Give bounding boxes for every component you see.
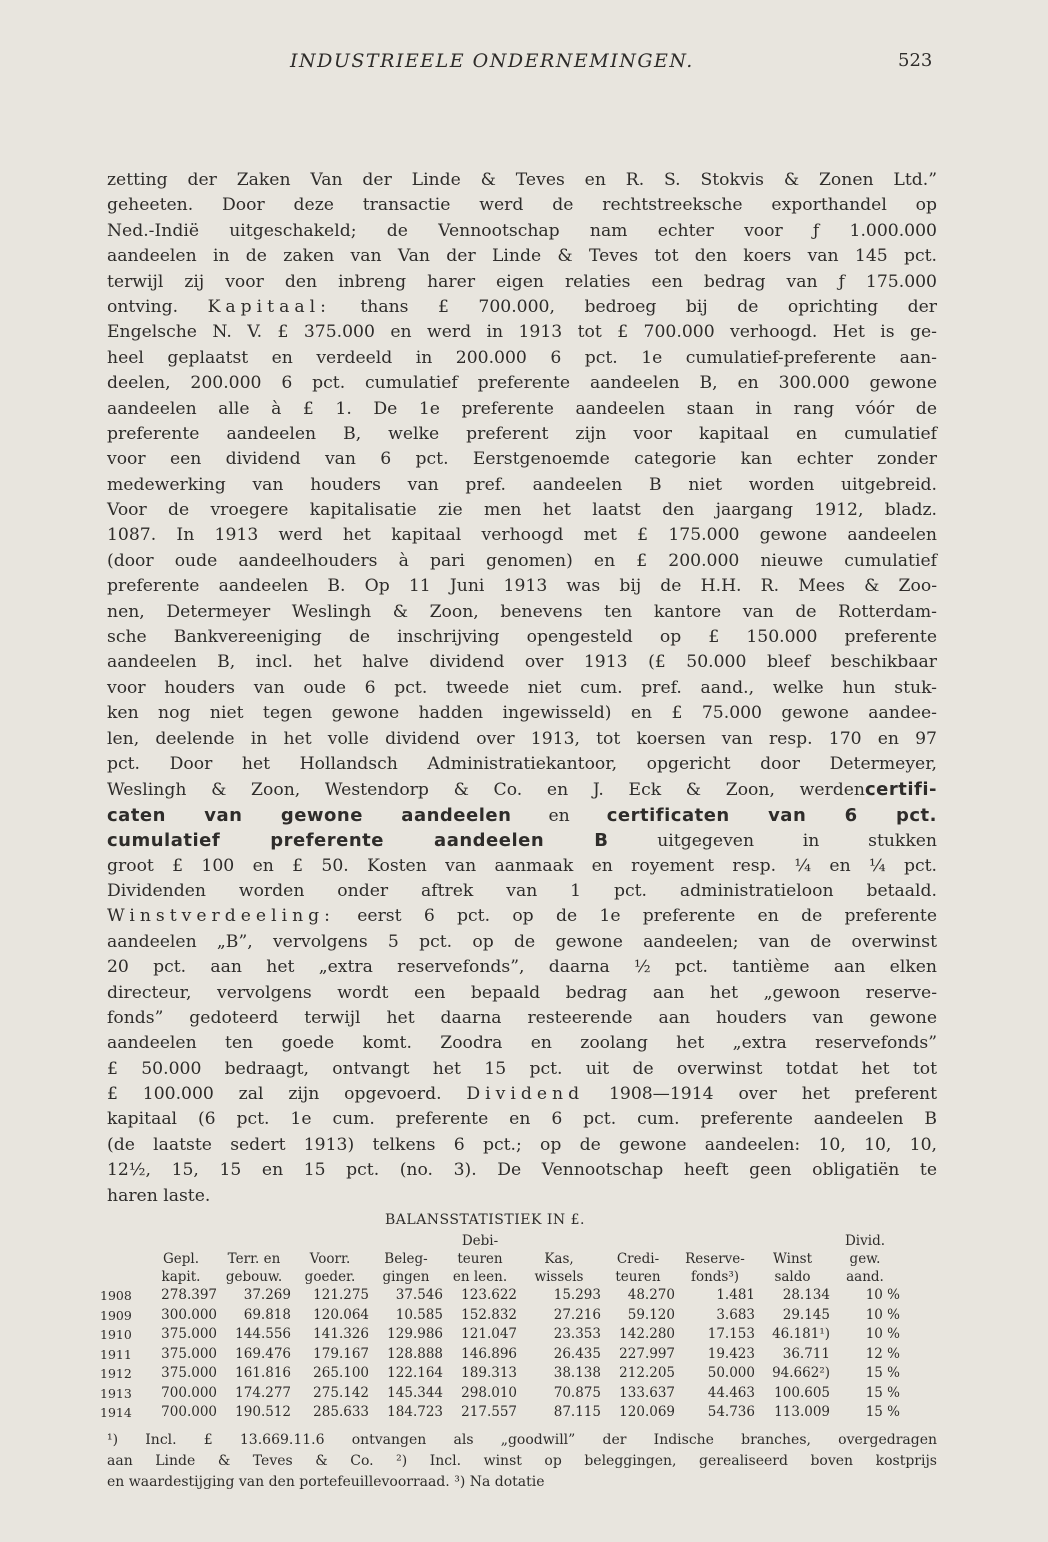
value-cell: 123.622 bbox=[461, 1287, 517, 1303]
text-segment: haren laste. bbox=[107, 1185, 211, 1206]
text-segment: Ned.-Indië uitgeschakeld; de Vennootschap nam echter voor ƒ 1.000.000 bbox=[107, 220, 937, 241]
bold-text: cumulatief preferente aandeelen B bbox=[107, 830, 609, 852]
text-segment: aandeelen alle à £ 1. De 1e preferente aandeelen staan in rang vóór de bbox=[107, 398, 937, 419]
column-header: gebouw. bbox=[225, 1269, 283, 1285]
text-segment: Dividenden worden onder aftrek van 1 pct. administratieloon betaald. bbox=[107, 880, 937, 901]
header-row bbox=[100, 1268, 900, 1286]
value-cell: 121.047 bbox=[461, 1326, 517, 1342]
value-cell: 227.997 bbox=[619, 1345, 675, 1362]
column-header: fonds³) bbox=[690, 1269, 740, 1285]
column-header bbox=[145, 1232, 217, 1250]
value-cell: 36.711 bbox=[782, 1345, 830, 1362]
value-cell: 15 % bbox=[865, 1384, 900, 1401]
footnote-line: en waardestijging van den portefeuillevoorraad. ³) Na dotatie bbox=[107, 1474, 545, 1490]
text-line bbox=[107, 219, 937, 244]
column-header: teuren bbox=[457, 1251, 503, 1267]
value-cell: 128.888 bbox=[387, 1345, 443, 1362]
text-line bbox=[107, 1082, 937, 1107]
column-header bbox=[369, 1232, 443, 1250]
value-cell: 10.585 bbox=[395, 1306, 443, 1323]
value-cell: 700.000 bbox=[161, 1404, 217, 1420]
value-cell: 38.138 bbox=[553, 1365, 601, 1381]
text-segment: aandeelen ten goede komt. Zoodra en zoolang het „extra reservefonds” bbox=[107, 1033, 937, 1054]
column-header bbox=[217, 1232, 291, 1250]
value-cell: 152.832 bbox=[461, 1306, 517, 1323]
table-row bbox=[100, 1345, 900, 1365]
text-segment: (door oude aandeelhouders à pari genomen) en £ 200.000 nieuwe cumulatief bbox=[107, 550, 937, 571]
column-header: en leen. bbox=[452, 1269, 508, 1285]
text-line bbox=[107, 397, 937, 422]
table-row bbox=[100, 1403, 900, 1423]
text-segment: preferente aandeelen B. Op 11 Juni 1913 was bij de H.H. R. Mees & Zoo- bbox=[107, 576, 937, 597]
column-header: Kas, bbox=[544, 1251, 574, 1267]
text-line bbox=[107, 193, 937, 218]
value-cell: 59.120 bbox=[627, 1306, 675, 1323]
value-cell: 1.481 bbox=[716, 1287, 755, 1303]
text-segment: voor een dividend van 6 pct. Eerstgenoemde categorie kan echter zonder bbox=[107, 449, 937, 470]
text-segment: Engelsche N. V. £ 375.000 en werd in 1913 tot £ 700.000 verhoogd. Het is ge- bbox=[107, 322, 937, 343]
value-cell: 28.134 bbox=[782, 1287, 830, 1303]
column-header bbox=[291, 1232, 369, 1250]
text-line bbox=[107, 676, 937, 701]
text-line bbox=[107, 1158, 937, 1183]
value-cell: 161.816 bbox=[235, 1365, 291, 1381]
header-row bbox=[100, 1232, 900, 1250]
value-cell: 212.205 bbox=[619, 1365, 675, 1381]
value-cell: 217.557 bbox=[461, 1404, 517, 1420]
text-segment: en bbox=[511, 805, 607, 826]
text-line bbox=[107, 244, 937, 269]
header-row bbox=[100, 1250, 900, 1268]
table-row bbox=[100, 1384, 900, 1404]
value-cell: 15 % bbox=[865, 1365, 900, 1381]
text-line bbox=[107, 320, 937, 345]
text-segment: aandeelen „B”, vervolgens 5 pct. op de gewone aandeelen; van de overwinst bbox=[107, 931, 937, 952]
value-cell: 275.142 bbox=[313, 1384, 369, 1401]
text-line bbox=[107, 854, 937, 879]
value-cell: 285.633 bbox=[313, 1404, 369, 1420]
table-row bbox=[100, 1325, 900, 1345]
spaced-heading-text: Kapitaal: bbox=[207, 296, 331, 317]
text-segment: 20 pct. aan het „extra reservefonds”, daarna ½ pct. tantième aan elken bbox=[107, 957, 937, 978]
column-header: Voorr. bbox=[309, 1251, 351, 1267]
year-cell: 1911 bbox=[100, 1346, 132, 1362]
value-cell: 29.145 bbox=[782, 1306, 830, 1323]
table-row bbox=[100, 1286, 900, 1306]
column-header: saldo bbox=[774, 1269, 811, 1285]
value-cell: 120.064 bbox=[313, 1306, 369, 1323]
text-line bbox=[107, 1006, 937, 1031]
year-cell: 1908 bbox=[100, 1288, 132, 1303]
text-line bbox=[107, 930, 937, 955]
value-cell: 44.463 bbox=[707, 1384, 755, 1401]
year-cell: 1913 bbox=[100, 1385, 132, 1401]
column-header: gingen bbox=[382, 1269, 430, 1285]
value-cell: 27.216 bbox=[553, 1306, 601, 1323]
value-cell: 700.000 bbox=[161, 1384, 217, 1401]
text-segment: £ 50.000 bedraagt, ontvangt het 15 pct. uit de overwinst totdat het tot bbox=[107, 1058, 937, 1079]
text-segment: 1908—1914 over het preferent bbox=[584, 1084, 937, 1105]
text-line bbox=[107, 498, 937, 523]
value-cell: 37.546 bbox=[395, 1287, 443, 1303]
text-segment: pct. Door het Hollandsch Administratiekantoor, opgericht door Determeyer, bbox=[107, 753, 937, 774]
text-line bbox=[107, 701, 937, 726]
spaced-heading-text: Dividend bbox=[466, 1084, 585, 1105]
value-cell: 142.280 bbox=[619, 1326, 675, 1342]
text-line bbox=[107, 346, 937, 371]
value-cell: 265.100 bbox=[313, 1365, 369, 1381]
text-line bbox=[107, 1057, 937, 1082]
text-line bbox=[107, 371, 937, 396]
text-segment: (de laatste sedert 1913) telkens 6 pct.; op de gewone aandeelen: 10, 10, 10, bbox=[107, 1134, 937, 1155]
column-header: Debi- bbox=[461, 1233, 499, 1249]
footnote-line: aan Linde & Teves & Co. ²) Incl. winst op beleggingen, gerealiseerd boven kostprijs bbox=[107, 1453, 937, 1469]
text-line bbox=[107, 473, 937, 498]
value-cell: 10 % bbox=[865, 1326, 900, 1342]
text-line bbox=[107, 650, 937, 675]
value-cell: 10 % bbox=[865, 1306, 900, 1323]
value-cell: 133.637 bbox=[619, 1384, 675, 1401]
value-cell: 184.723 bbox=[387, 1404, 443, 1420]
text-line bbox=[107, 727, 937, 752]
value-cell: 48.270 bbox=[627, 1287, 675, 1303]
text-segment: len, deelende in het volle dividend over 1913, tot koersen van resp. 170 en 97 bbox=[107, 728, 937, 749]
value-cell: 141.326 bbox=[313, 1326, 369, 1342]
text-segment: voor houders van oude 6 pct. tweede niet cum. pref. aand., welke hun stuk- bbox=[107, 677, 937, 698]
text-segment: directeur, vervolgens wordt een bepaald bedrag aan het „gewoon reserve- bbox=[107, 982, 937, 1003]
value-cell: 278.397 bbox=[161, 1287, 217, 1303]
value-cell: 179.167 bbox=[313, 1345, 369, 1362]
text-segment: preferente aandeelen B, welke preferent zijn voor kapitaal en cumulatief bbox=[107, 423, 937, 444]
text-line bbox=[107, 574, 937, 599]
footnote-line: ¹) Incl. £ 13.669.11.6 ontvangen als „goodwill” der Indische branches, overgedragen bbox=[107, 1432, 937, 1448]
value-cell: 100.605 bbox=[774, 1384, 830, 1401]
value-cell: 298.010 bbox=[461, 1384, 517, 1401]
value-cell: 10 % bbox=[865, 1287, 900, 1303]
text-line bbox=[107, 879, 937, 904]
text-line bbox=[107, 447, 937, 472]
value-cell: 94.662²) bbox=[772, 1365, 830, 1381]
text-segment: medewerking van houders van pref. aandeelen B niet worden uitgebreid. bbox=[107, 474, 937, 495]
text-segment: 1087. In 1913 werd het kapitaal verhoogd met £ 175.000 gewone aandeelen bbox=[107, 525, 937, 546]
value-cell: 54.736 bbox=[707, 1404, 755, 1420]
text-segment: eerst 6 pct. op de 1e preferente en de preferente bbox=[334, 906, 937, 927]
value-cell: 190.512 bbox=[235, 1404, 291, 1420]
text-line bbox=[107, 1184, 937, 1209]
text-line bbox=[107, 777, 937, 802]
spaced-heading-text: Winstverdeeling: bbox=[107, 906, 335, 927]
value-cell: 120.069 bbox=[619, 1404, 675, 1420]
value-cell: 69.818 bbox=[243, 1306, 291, 1323]
text-line bbox=[107, 168, 937, 193]
text-segment: ken nog niet tegen gewone hadden ingewisseld) en £ 75.000 gewone aandee- bbox=[107, 703, 937, 724]
text-line bbox=[107, 981, 937, 1006]
value-cell: 50.000 bbox=[707, 1365, 755, 1381]
table-row bbox=[100, 1306, 900, 1326]
bold-text: caten van gewone aandeelen bbox=[107, 804, 512, 826]
balance-statistics-table bbox=[100, 1232, 900, 1423]
value-cell: 144.556 bbox=[235, 1326, 291, 1342]
value-cell: 174.277 bbox=[235, 1384, 291, 1401]
text-line bbox=[107, 549, 937, 574]
value-cell: 375.000 bbox=[161, 1326, 217, 1342]
value-cell: 169.476 bbox=[235, 1345, 291, 1362]
text-segment: aandeelen B, incl. het halve dividend over 1913 (£ 50.000 bleef beschikbaar bbox=[107, 652, 937, 673]
text-line bbox=[107, 600, 937, 625]
column-header: wissels bbox=[534, 1269, 584, 1285]
text-segment: zetting der Zaken Van der Linde & Teves en R. S. Stokvis & Zonen Ltd.” bbox=[107, 170, 937, 190]
value-cell: 15.293 bbox=[553, 1287, 601, 1303]
value-cell: 17.153 bbox=[707, 1326, 755, 1342]
bold-text: certifi- bbox=[864, 779, 937, 801]
text-segment: 12½, 15, 15 en 15 pct. (no. 3). De Vennootschap heeft geen obligatiën te bbox=[107, 1160, 937, 1181]
text-segment: fonds” gedoteerd terwijl het daarna resteerende aan houders van gewone bbox=[107, 1007, 937, 1028]
column-header bbox=[517, 1232, 601, 1250]
text-line bbox=[107, 803, 937, 828]
text-segment: geheeten. Door deze transactie werd de rechtstreeksche exporthandel op bbox=[107, 195, 937, 216]
column-header bbox=[100, 1268, 145, 1286]
year-cell: 1909 bbox=[100, 1307, 132, 1323]
value-cell: 3.683 bbox=[716, 1306, 755, 1323]
text-line bbox=[107, 422, 937, 447]
value-cell: 15 % bbox=[865, 1404, 900, 1420]
text-segment: Voor de vroegere kapitalisatie zie men het laatst den jaargang 1912, bladz. bbox=[107, 500, 937, 521]
value-cell: 26.435 bbox=[553, 1345, 601, 1362]
value-cell: 37.269 bbox=[243, 1287, 291, 1303]
value-cell: 300.000 bbox=[161, 1306, 217, 1323]
column-header bbox=[601, 1232, 675, 1250]
table-row bbox=[100, 1364, 900, 1384]
value-cell: 145.344 bbox=[387, 1384, 443, 1401]
text-segment: Weslingh & Zoon, Westendorp & Co. en J. Eck & Zoon, werden bbox=[107, 780, 865, 801]
value-cell: 113.009 bbox=[774, 1404, 830, 1420]
text-line bbox=[107, 523, 937, 548]
column-header bbox=[755, 1232, 830, 1250]
value-cell: 46.181¹) bbox=[772, 1326, 830, 1342]
text-segment: nen, Determeyer Weslingh & Zoon, benevens ten kantore van de Rotterdam- bbox=[107, 601, 937, 622]
column-header bbox=[675, 1232, 755, 1250]
column-header: goeder. bbox=[304, 1269, 356, 1285]
value-cell: 70.875 bbox=[553, 1384, 601, 1401]
bold-text: certificaten van 6 pct. bbox=[606, 804, 937, 826]
column-header: Beleg- bbox=[384, 1251, 428, 1267]
running-title: INDUSTRIEELE ONDERNEMINGEN. bbox=[290, 50, 694, 72]
text-segment: terwijl zij voor den inbreng harer eigen relaties een bedrag van ƒ 175.000 bbox=[107, 271, 937, 292]
text-segment: deelen, 200.000 6 pct. cumulatief preferente aandeelen B, en 300.000 gewone bbox=[107, 373, 937, 394]
value-cell: 121.275 bbox=[313, 1287, 369, 1303]
value-cell: 129.986 bbox=[387, 1326, 443, 1342]
text-line bbox=[107, 828, 937, 853]
year-cell: 1910 bbox=[100, 1327, 132, 1342]
column-header: Gepl. bbox=[162, 1251, 200, 1267]
value-cell: 146.896 bbox=[461, 1345, 517, 1362]
value-cell: 19.423 bbox=[707, 1345, 755, 1362]
column-header: kapit. bbox=[161, 1269, 201, 1285]
text-line bbox=[107, 270, 937, 295]
text-segment: kapitaal (6 pct. 1e cum. preferente en 6 pct. cum. preferente aandeelen B bbox=[107, 1109, 937, 1130]
column-header: teuren bbox=[615, 1269, 661, 1285]
page-number: 523 bbox=[898, 50, 933, 71]
text-segment: groot £ 100 en £ 50. Kosten van aanmaak en royement resp. ¼ en ¼ pct. bbox=[107, 855, 937, 876]
text-segment: uitgegeven in stukken bbox=[608, 831, 937, 852]
column-header: gew. bbox=[849, 1251, 881, 1267]
column-header bbox=[100, 1232, 145, 1250]
text-line bbox=[107, 1107, 937, 1132]
text-line bbox=[107, 295, 937, 320]
value-cell: 122.164 bbox=[387, 1365, 443, 1381]
text-segment: heel geplaatst en verdeeld in 200.000 6 pct. 1e cumulatief-preferente aan- bbox=[107, 347, 937, 368]
column-header: aand. bbox=[846, 1269, 884, 1285]
text-line bbox=[107, 625, 937, 650]
year-cell: 1914 bbox=[100, 1405, 132, 1420]
column-header: Terr. en bbox=[227, 1251, 281, 1267]
text-segment: thans £ 700.000, bedroeg bij de oprichting der bbox=[330, 296, 937, 317]
text-line bbox=[107, 1031, 937, 1056]
value-cell: 23.353 bbox=[553, 1326, 601, 1342]
column-header: Credi- bbox=[616, 1251, 660, 1267]
value-cell: 375.000 bbox=[161, 1365, 217, 1381]
text-segment: aandeelen in de zaken van Van der Linde & Teves tot den koers van 145 pct. bbox=[107, 246, 937, 267]
value-cell: 375.000 bbox=[161, 1345, 217, 1362]
body-text bbox=[107, 168, 937, 1209]
column-header: Divid. bbox=[844, 1233, 886, 1249]
text-segment: sche Bankvereeniging de inschrijving opengesteld op £ 150.000 preferente bbox=[107, 627, 937, 648]
text-line bbox=[107, 955, 937, 980]
value-cell: 87.115 bbox=[553, 1404, 601, 1420]
column-header: Reserve- bbox=[685, 1251, 745, 1267]
text-line bbox=[107, 752, 937, 777]
value-cell: 12 % bbox=[865, 1345, 900, 1362]
year-cell: 1912 bbox=[100, 1366, 132, 1381]
text-line bbox=[107, 904, 937, 929]
footnotes bbox=[107, 1430, 937, 1493]
text-line bbox=[107, 1133, 937, 1158]
value-cell: 189.313 bbox=[461, 1365, 517, 1381]
text-segment: £ 100.000 zal zijn opgevoerd. bbox=[107, 1084, 467, 1105]
column-header bbox=[100, 1250, 145, 1268]
text-segment: ontving. bbox=[107, 296, 208, 317]
column-header: Winst bbox=[772, 1251, 812, 1267]
table-title: BALANSSTATISTIEK IN £. bbox=[385, 1212, 585, 1228]
